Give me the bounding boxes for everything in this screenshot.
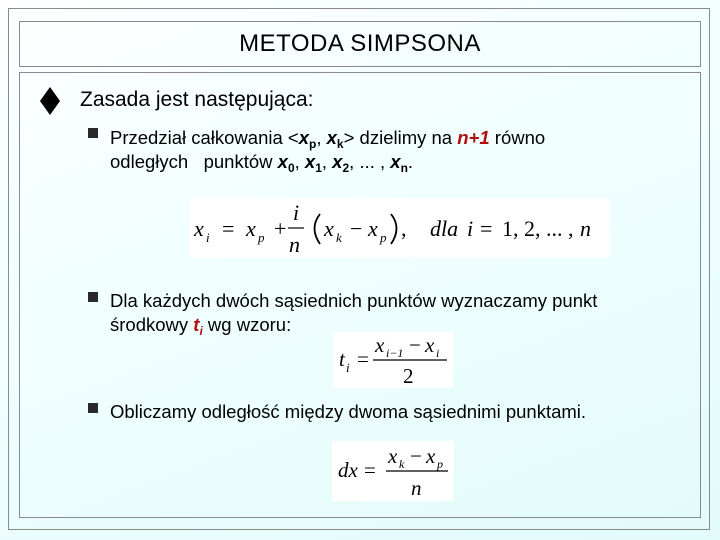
svg-text:x: x xyxy=(194,216,204,241)
svg-text:n: n xyxy=(289,232,300,257)
svg-text:i: i xyxy=(346,360,350,375)
svg-text:−: − xyxy=(350,216,363,241)
svg-text:n: n xyxy=(411,476,422,500)
svg-text:=: = xyxy=(480,216,493,241)
bullet-3-text: Obliczamy odległość między dwoma sąsiednimi punktami. xyxy=(110,401,587,422)
svg-text:x: x xyxy=(324,216,334,241)
square-bullet-icon xyxy=(88,128,98,138)
svg-text:−: − xyxy=(409,333,421,357)
svg-text:1, 2, ... ,: 1, 2, ... , xyxy=(502,216,574,241)
formula-midpoint xyxy=(333,332,453,388)
svg-text:,: , xyxy=(401,216,407,241)
svg-text:k: k xyxy=(399,457,405,471)
svg-text:i−1: i−1 xyxy=(386,346,404,360)
svg-text:t: t xyxy=(339,347,345,371)
bullet-2-line-1: Dla każdych dwóch sąsiednich punktów wyznaczamy punkt xyxy=(110,290,598,311)
svg-text:+: + xyxy=(274,216,287,241)
svg-text:i: i xyxy=(206,230,210,245)
diamond-bullet-icon xyxy=(40,87,60,115)
svg-text:x: x xyxy=(368,216,378,241)
svg-text:x: x xyxy=(388,444,398,468)
svg-text:dla: dla xyxy=(430,216,459,241)
svg-text:=: = xyxy=(364,458,376,482)
bullet-1-text xyxy=(110,126,545,174)
title-box xyxy=(19,21,701,67)
svg-text:x: x xyxy=(375,333,385,357)
svg-text:p: p xyxy=(258,230,265,245)
svg-text:=: = xyxy=(357,347,369,371)
svg-text:i: i xyxy=(293,200,300,225)
svg-text:x: x xyxy=(426,444,436,468)
bullet-2-text xyxy=(110,289,597,337)
svg-text:2: 2 xyxy=(403,364,414,388)
bullet-1-line-2: odległych punktów $x_0$, $x_1$, $x_2$, ... , $x_n$. xyxy=(110,151,414,175)
svg-text:dx: dx xyxy=(338,458,358,482)
svg-text:x: x xyxy=(246,216,256,241)
bullet-1-line-1: Przedział całkowania $<x_p$, $x_k>$ dzielimy na n+1 równo xyxy=(110,127,546,151)
svg-text:p: p xyxy=(380,230,387,245)
svg-text:i: i xyxy=(467,216,474,241)
square-bullet-icon xyxy=(88,292,98,302)
svg-text:k: k xyxy=(336,230,342,245)
slide-title: METODA SIMPSONA xyxy=(239,30,481,57)
heading: Zasada jest następująca: xyxy=(80,88,314,111)
formula-points xyxy=(190,198,610,258)
formula-step xyxy=(332,441,454,501)
bullet-2-line-2: środkowy $t_i$ wg wzoru: xyxy=(110,314,292,338)
svg-text:=: = xyxy=(222,216,235,241)
svg-text:n: n xyxy=(580,216,591,241)
svg-text:p: p xyxy=(437,457,443,471)
svg-text:i: i xyxy=(436,346,440,360)
svg-text:−: − xyxy=(410,444,422,468)
square-bullet-icon xyxy=(88,403,98,413)
svg-text:x: x xyxy=(425,333,435,357)
